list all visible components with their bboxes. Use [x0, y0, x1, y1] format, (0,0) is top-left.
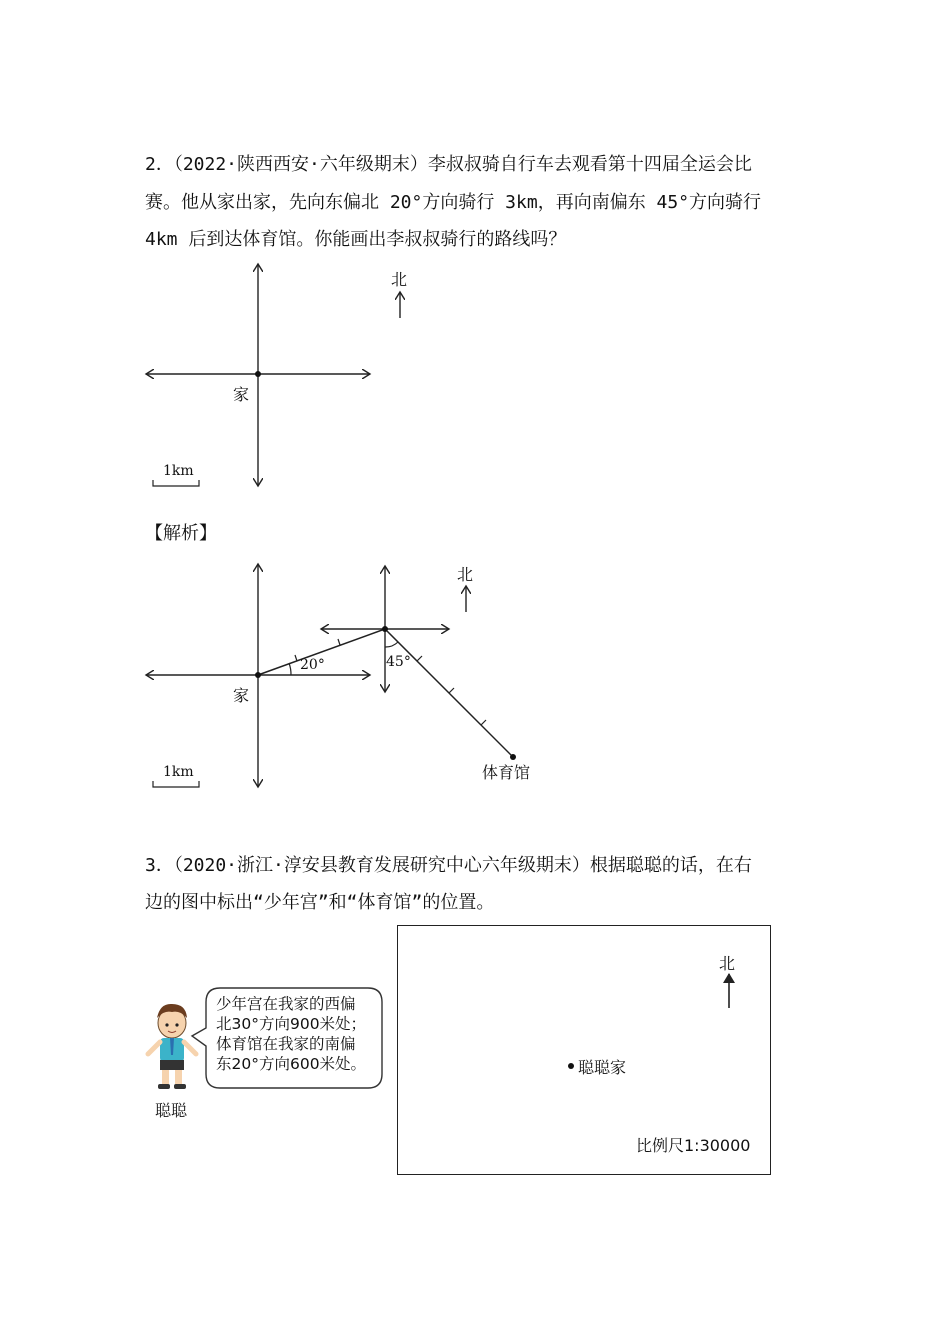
angle-arc-45: [385, 642, 398, 647]
angle-45-label: 45°: [386, 654, 411, 670]
map-north-label: 北: [719, 954, 736, 973]
q2-line-3: 4km 后到达体育馆。你能画出李叔叔骑行的路线吗？: [145, 229, 567, 250]
q2-scale-label: 1km: [163, 463, 194, 479]
speech-line-4: 东20°方向600米处。: [216, 1055, 367, 1073]
answer-scale-bar: [153, 781, 199, 787]
answer-home-dot: [255, 672, 261, 678]
boy-figure: [148, 1004, 196, 1089]
q2-home-label: 家: [233, 385, 250, 404]
speech-line-1: 少年宫在我家的西偏: [216, 995, 356, 1013]
q2-line-1: 2．（2022·陕西西安·六年级期末）李叔叔骑自行车去观看第十四届全运会比: [145, 154, 752, 175]
speech-line-2: 北30°方向900米处；: [216, 1015, 367, 1033]
gym-label: 体育馆: [482, 763, 531, 782]
speech-text: [208, 988, 382, 1088]
answer-scale-label: 1km: [163, 764, 194, 780]
q2-north-label: 北: [391, 270, 408, 289]
answer-north-label: 北: [457, 565, 474, 584]
q2-home-dot: [255, 371, 261, 377]
route-2-ticks: [417, 656, 486, 725]
answer-home-label: 家: [233, 686, 250, 705]
angle-20-label: 20°: [300, 657, 325, 673]
q2-scale-bar: [153, 480, 199, 486]
turn-dot: [382, 626, 388, 632]
map-home-label: 聪聪家: [578, 1058, 627, 1077]
answer-heading: 【解析】: [145, 523, 217, 544]
speech-line-3: 体育馆在我家的南偏: [216, 1035, 356, 1053]
map-scale-label: 比例尺1:30000: [636, 1136, 751, 1155]
q2-line-2: 赛。他从家出家，先向东偏北 20°方向骑行 3km，再向南偏东 45°方向骑行: [145, 192, 762, 213]
angle-arc-20: [289, 663, 291, 675]
q3-line-1: 3．（2020·浙江·淳安县教育发展研究中心六年级期末）根据聪聪的话，在右: [145, 855, 752, 876]
q3-line-2: 边的图中标出“少年宫”和“体育馆”的位置。: [145, 892, 495, 913]
character-name: 聪聪: [155, 1101, 188, 1120]
